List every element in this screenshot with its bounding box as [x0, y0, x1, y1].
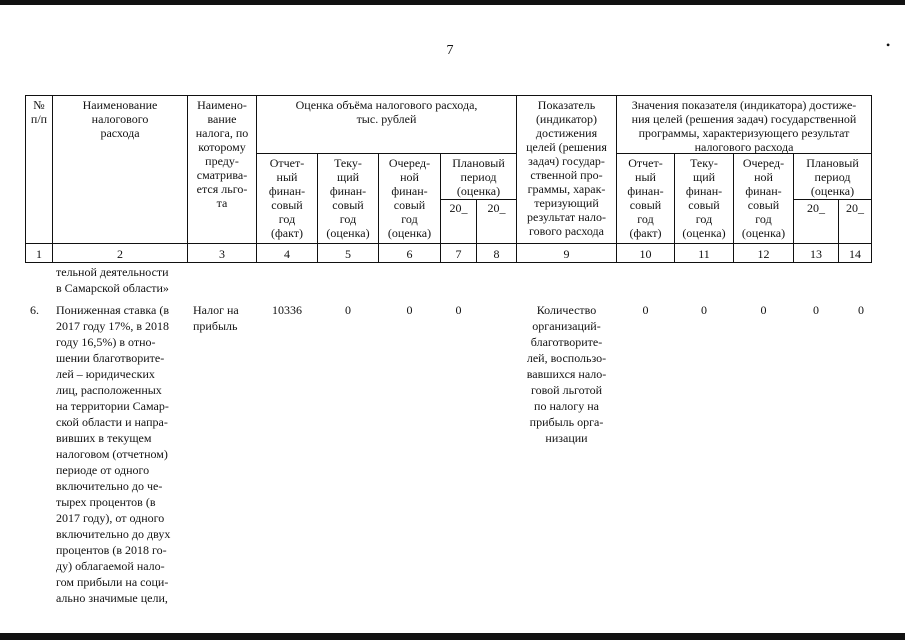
- corner-dot-mark: •: [886, 38, 891, 52]
- column-number: 4: [284, 247, 290, 261]
- header-col-14: 20_: [846, 201, 864, 215]
- value-col-6: 0: [406, 303, 413, 317]
- value-col-5: 0: [345, 303, 351, 317]
- plan-right-subheader-line: [793, 199, 872, 200]
- header-col-11: Теку- щий финан- совый год (оценка): [682, 156, 726, 240]
- column-number: 9: [563, 247, 570, 261]
- column-number: 12: [757, 247, 770, 261]
- header-col-10: Отчет- ный финан- совый год (факт): [627, 156, 664, 240]
- numbers-row-bottom-line: [25, 262, 872, 263]
- header-indicator-group: Значения показателя (индикатора) достиже- ния целей (решения задач) государственной программы, характеризующего результат налогового расхода: [631, 98, 857, 154]
- column-number: 2: [117, 247, 123, 261]
- value-col-12: 0: [760, 303, 767, 317]
- bottom-scan-border: [0, 633, 905, 640]
- plan-left-subheader-line: [440, 199, 516, 200]
- row-number: 6.: [30, 303, 39, 317]
- value-col-4: 10336: [272, 303, 302, 317]
- header-col-indicator: Показатель (индикатор) достижения целей (решения задач) государ- ственной про- граммы, харак- теризующий результат нало- гового расхода: [526, 98, 607, 238]
- header-col-4: Отчет- ный финан- совый год (факт): [268, 156, 306, 240]
- header-col-6: Очеред- ной финан- совый год (оценка): [387, 156, 432, 240]
- header-col-12: Очеред- ной финан- совый год (оценка): [741, 156, 786, 240]
- tax-expense-name: Пониженная ставка (в 2017 году 17%, в 2018 году 16,5%) в отно- шении благотворите- лей – юридических лиц, расположенных на территории Самар- ской области и напра- вивших в текущем налоговом (отчетном) периоде от одного включительно до че- тырех процентов (в 2017 году), от одного включительно до двух процентов (в 2018 го- ду) облагаемой нало- гом прибыли на соци- ально значимые цели,: [56, 303, 171, 605]
- continuation-text: тельной деятельности в Самарской области»: [56, 265, 169, 295]
- estimate-subheader-line: [256, 153, 516, 154]
- header-col-number: № п/п: [30, 98, 48, 126]
- value-col-11: 0: [701, 303, 707, 317]
- table-top-line: [25, 95, 872, 96]
- header-plan-group-right: Плановый период (оценка): [806, 156, 859, 198]
- top-scan-border: [0, 0, 905, 5]
- header-plan-group-left: Плановый период (оценка): [452, 156, 505, 198]
- border-right: [871, 95, 872, 263]
- column-number: 10: [639, 247, 652, 261]
- value-col-13: 0: [813, 303, 819, 317]
- page-number: 7: [446, 43, 454, 58]
- indicator-name: Количество организаций- благотворите- лей, воспользо- вавшихся нало- говой льготой по налогу на прибыль орга- низации: [526, 303, 607, 445]
- column-number: 3: [219, 247, 225, 261]
- header-col-tax: Наимено- вание налога, по которому преду- сматрива- ется льго- та: [195, 98, 249, 210]
- header-col-13: 20_: [807, 201, 825, 215]
- column-number: 1: [36, 247, 42, 261]
- column-number: 6: [406, 247, 413, 261]
- header-bottom-line: [25, 243, 872, 244]
- value-col-7: 0: [455, 303, 462, 317]
- header-col-7: 20_: [449, 201, 468, 215]
- column-number: 14: [849, 247, 861, 261]
- header-estimate-group: Оценка объёма налогового расхода, тыс. рублей: [295, 98, 478, 126]
- value-col-14: 0: [858, 303, 864, 317]
- column-number: 7: [455, 247, 462, 261]
- header-col-8: 20_: [487, 201, 506, 215]
- header-col-5: Теку- щий финан- совый год (оценка): [326, 156, 370, 240]
- column-number: 11: [698, 247, 710, 261]
- column-number: 8: [493, 247, 500, 261]
- column-number: 13: [810, 247, 822, 261]
- column-number: 5: [345, 247, 351, 261]
- value-col-10: 0: [642, 303, 649, 317]
- header-col-name: Наименование налогового расхода: [82, 98, 158, 140]
- tax-name: Налог на прибыль: [193, 303, 239, 333]
